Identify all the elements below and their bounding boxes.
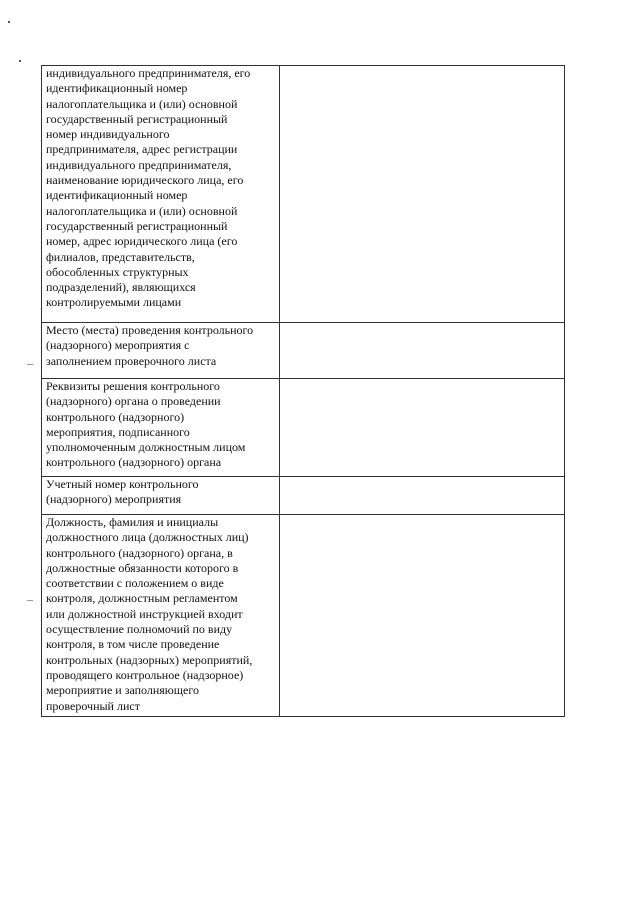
- margin-tick-mark: [27, 364, 33, 365]
- inspection-place-value-cell[interactable]: [280, 323, 565, 379]
- registration-number-label: Учетный номер контрольного (надзорного) мероприятия: [46, 477, 199, 507]
- decision-details-label: Реквизиты решения контрольного (надзорного) органа о проведении контрольного (надзорного) мероприятия, подписанного уполномоченным должностным лицом контрольного (надзорного) органа: [46, 379, 246, 470]
- table-label-cell: [42, 323, 280, 379]
- table-label-cell: [42, 379, 280, 477]
- controlled-persons-value-cell[interactable]: [280, 66, 565, 323]
- registration-number-value-cell[interactable]: [280, 477, 565, 515]
- table-label-cell: [42, 66, 280, 323]
- table-row: [42, 477, 565, 515]
- inspection-place-label: Место (места) проведения контрольного (надзорного) мероприятия с заполнением проверочного листа: [46, 323, 254, 368]
- table-label-cell: [42, 477, 280, 515]
- decision-details-value-cell[interactable]: [280, 379, 565, 477]
- checklist-details-table-wrapper: [41, 65, 554, 717]
- scan-dot-mark: [19, 60, 21, 62]
- scan-dot-mark: [8, 21, 10, 23]
- table-row: [42, 379, 565, 477]
- checklist-details-table: [41, 65, 565, 717]
- official-position-value-cell[interactable]: [280, 515, 565, 717]
- margin-tick-mark: [27, 600, 33, 601]
- table-row: [42, 515, 565, 717]
- table-row: [42, 66, 565, 323]
- official-position-label: Должность, фамилия и инициалы должностного лица (должностных лиц) контрольного (надзорного) органа, в должностные обязанности которого в соответствии с положением о виде контроля, должностным регламентом или должностной инструкцией входит осуществление полномочий по виду контроля, в том числе проведение контрольных (надзорных) мероприятий, проводящего контрольное (надзорное) мероприятие и заполняющего проверочный лист: [46, 515, 253, 713]
- controlled-persons-label: индивидуального предпринимателя, его идентификационный номер налогоплательщика и (или) основной государственный регистрационный номер индивидуального предпринимателя, адрес регистрации индивидуального предпринимателя, наименование юридического лица, его идентификационный номер налогоплательщика и (или) основной государственный регистрационный номер, адрес юридического лица (его филиалов, представительств, обособленных структурных подразделений), являющихся контролируемыми лицами: [46, 66, 251, 310]
- table-row: [42, 323, 565, 379]
- table-label-cell: [42, 515, 280, 717]
